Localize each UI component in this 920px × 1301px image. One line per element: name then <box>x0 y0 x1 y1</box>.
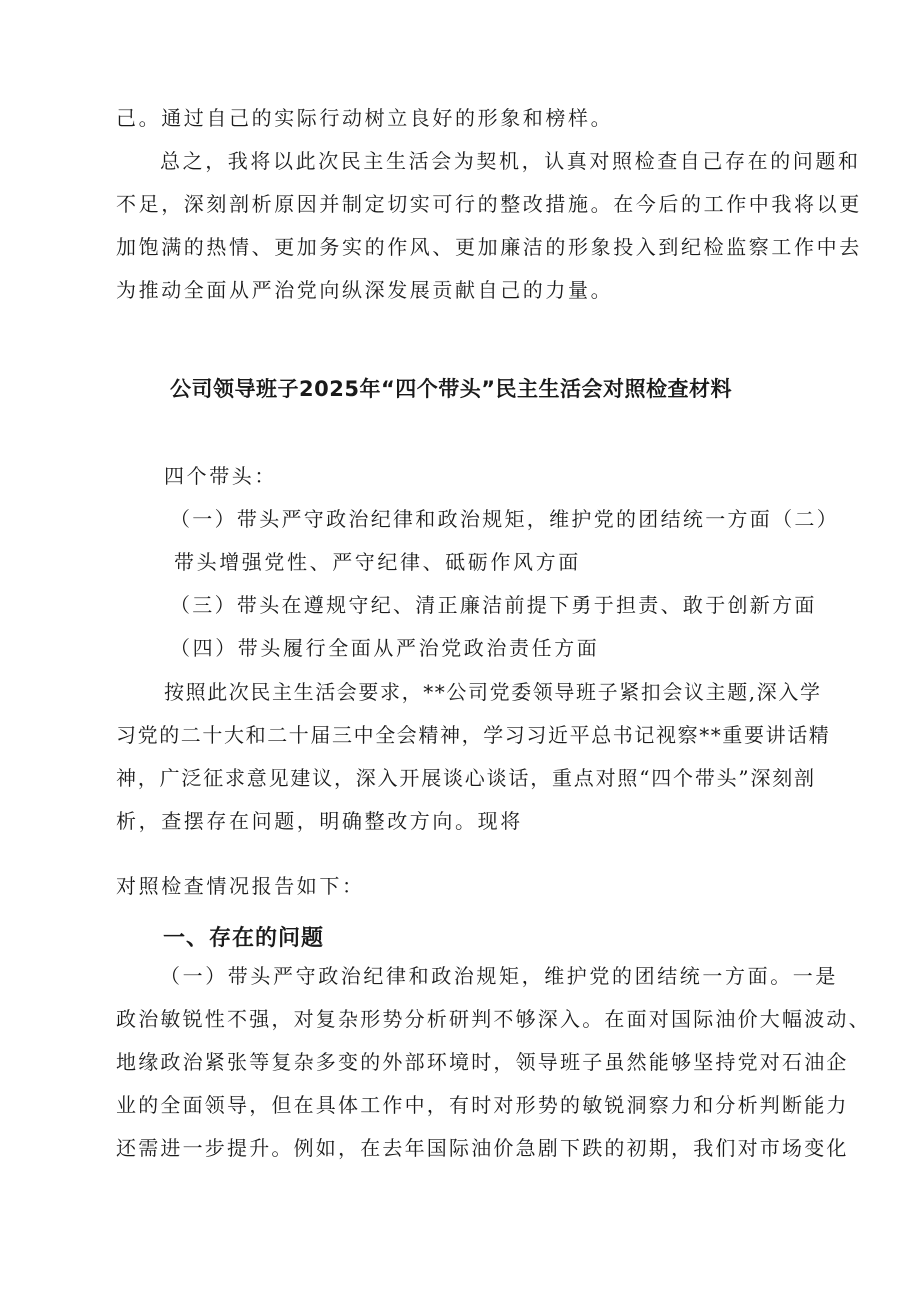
text-line: 习党的二十大和二十届三中全会精神，学习习近平总书记视察**重要讲话精 <box>116 723 831 747</box>
text-line: 还需进一步提升。例如，在去年国际油价急剧下跌的初期，我们对市场变化 <box>116 1136 849 1160</box>
text-line: 为推动全面从严治党向纵深发展贡献自己的力量。 <box>116 278 614 302</box>
text-line: 对照检查情况报告如下： <box>116 874 365 898</box>
section-heading: 一、存在的问题 <box>163 926 325 951</box>
text-line: 析，查摆存在问题，明确整改方向。现将 <box>116 809 523 833</box>
text-line: （一）带头严守政治纪律和政治规矩，维护党的团结统一方面。一是 <box>160 964 838 988</box>
list-item: 带头增强党性、严守纪律、砥砺作风方面 <box>174 550 581 574</box>
text-line: 加饱满的热情、更加务实的作风、更加廉洁的形象投入到纪检监察工作中去 <box>116 235 862 259</box>
text-line: 总之，我将以此次民主生活会为契机，认真对照检查自己存在的问题和 <box>160 149 861 173</box>
text-line: 政治敏锐性不强，对复杂形势分析研判不够深入。在面对国际油价大幅波动、 <box>116 1007 871 1031</box>
document-title: 公司领导班子2025年“四个带头”民主生活会对照检查材料 <box>170 377 733 401</box>
text-line: 地缘政治紧张等复杂多变的外部环境时，领导班子虽然能够坚持党对石油企 <box>116 1050 849 1074</box>
text-line: 按照此次民主生活会要求，**公司党委领导班子紧扣会议主题,深入学 <box>164 680 822 704</box>
text-line: 己。通过自己的实际行动树立良好的形象和榜样。 <box>116 106 614 130</box>
text-line: 不足，深刻剖析原因并制定切实可行的整改措施。在今后的工作中我将以更 <box>116 192 862 216</box>
list-item: （四）带头履行全面从严治党政治责任方面 <box>170 636 600 660</box>
four-leads-label: 四个带头： <box>164 464 277 488</box>
list-item: （三）带头在遵规守纪、清正廉洁前提下勇于担责、敢于创新方面 <box>170 593 817 617</box>
text-line: 业的全面领导，但在具体工作中，有时对形势的敏锐洞察力和分析判断能力 <box>116 1093 849 1117</box>
text-line: 神，广泛征求意见建议，深入开展谈心谈话，重点对照“四个带头”深刻剖 <box>116 766 816 790</box>
list-item: （一）带头严守政治纪律和政治规矩，维护党的团结统一方面（二） <box>170 507 839 531</box>
